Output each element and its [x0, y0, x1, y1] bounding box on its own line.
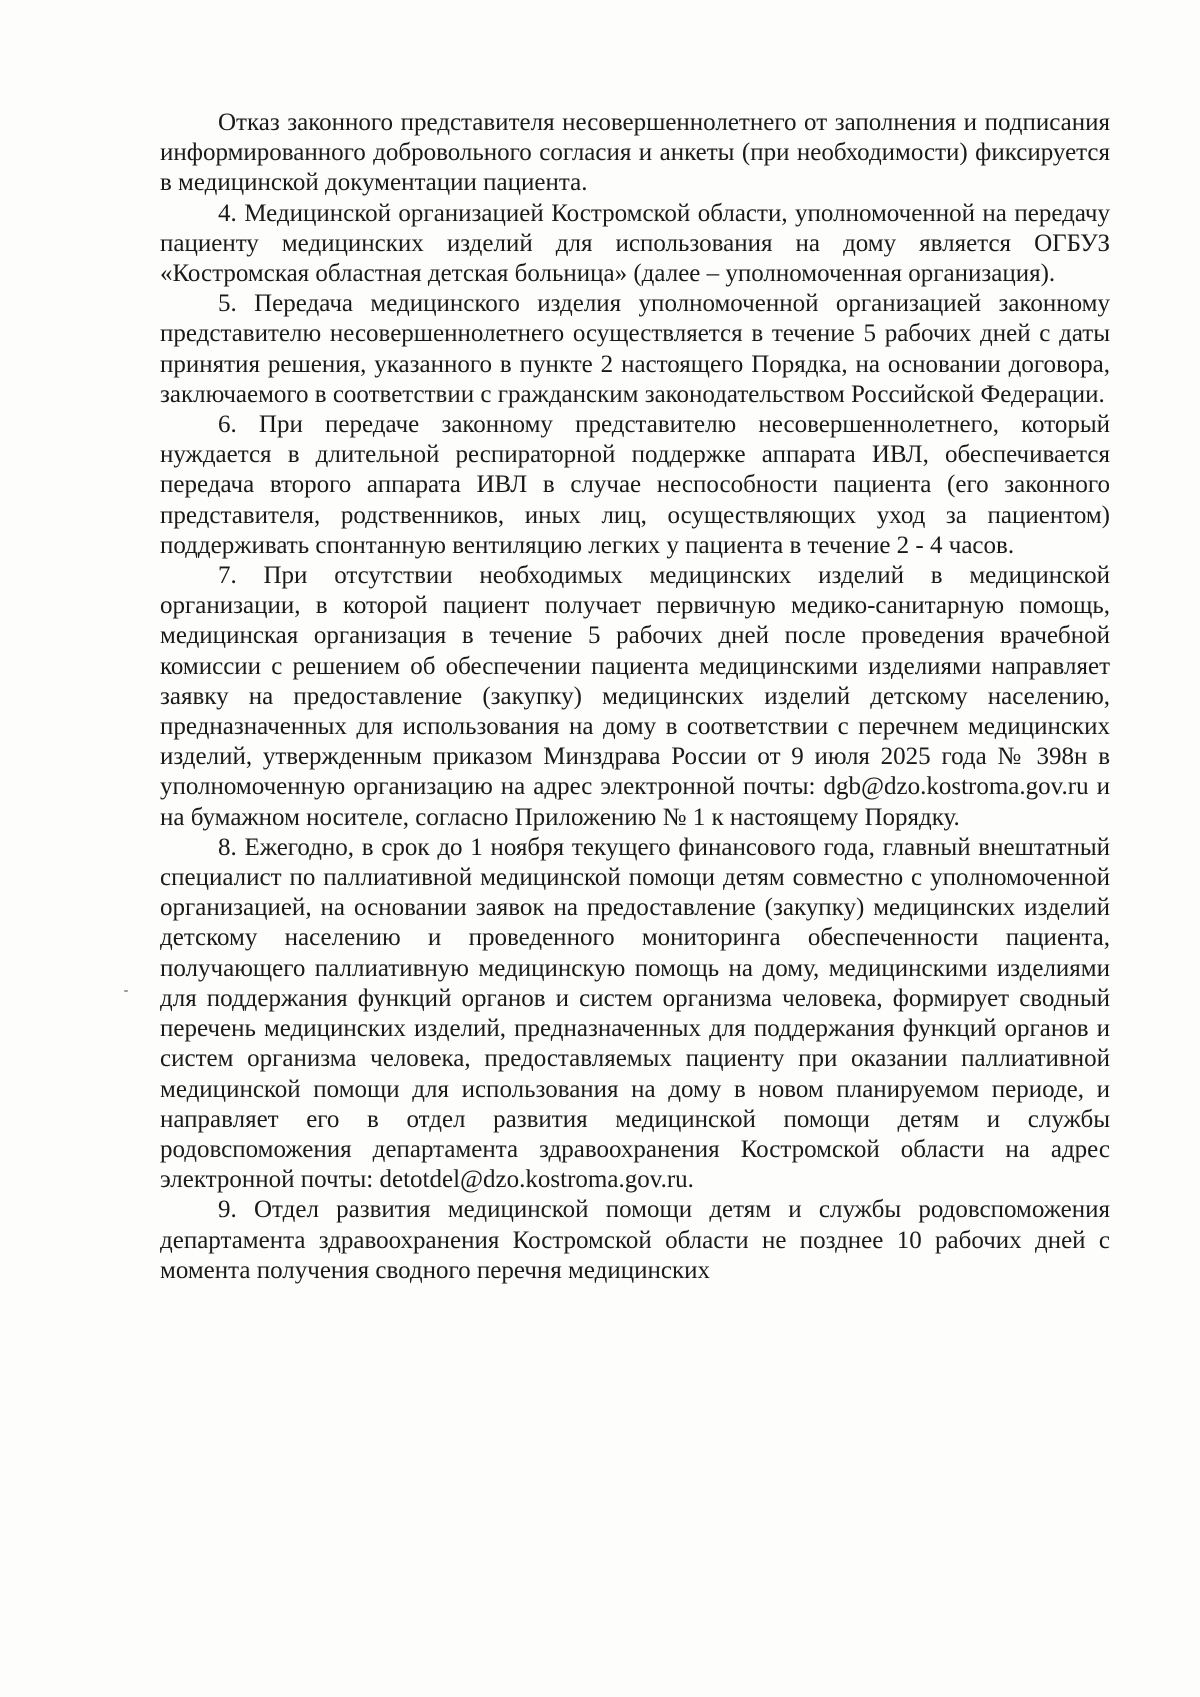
paragraph-item-6: 6. При передаче законному представителю несовершеннолетнего, который нуждается в длительной респираторной поддержке аппарата ИВЛ, обеспечивается передача второго аппарата ИВЛ в случае неспособности пациента (его законного представителя, родственников, иных лиц, осуществляющих уход за пациентом) поддерживать спонтанную вентиляцию легких у пациента в течение 2 - 4 часов.: [160, 411, 1110, 559]
scan-speck: [124, 990, 128, 992]
paragraph-item-4: 4. Медицинской организацией Костромской области, уполномоченной на передачу пациенту медицинских изделий для использования на дому является ОГБУЗ «Костромская областная детская больница» (далее – уполномоченная организация).: [160, 199, 1110, 288]
paragraph-refusal: Отказ законного представителя несовершеннолетнего от заполнения и подписания информированного добровольного согласия и анкеты (при необходимости) фиксируется в медицинской документации пациента.: [160, 109, 1110, 197]
paragraph-item-7: 7. При отсутствии необходимых медицинских изделий в медицинской организации, в которой пациент получает первичную медико-санитарную помощь, медицинская организация в течение 5 рабочих дней после проведения врачебной комиссии с решением об обеспечении пациента медицинскими изделиями направляет заявку на предоставление (закупку) медицинских изделий детскому населению, предназначенных для использования на дому в соответствии с перечнем медицинских изделий, утвержденным приказом Минздрава России от 9 июля 2025 года № 398н в уполномоченную организацию на адрес электронной почты: dgb@dzo.kostroma.gov.ru и на бумажном носителе, согласно Приложению № 1 к настоящему Порядку.: [160, 562, 1110, 831]
paragraph-item-9: 9. Отдел развития медицинской помощи детям и службы родовспоможения департамента здравоохранения Костромской области не позднее 10 рабочих дней с момента получения сводного перечня медицинских: [160, 1196, 1110, 1284]
paragraph-item-5: 5. Передача медицинского изделия уполномоченной организацией законному представителю несовершеннолетнего осуществляется в течение 5 рабочих дней с даты принятия решения, указанного в пункте 2 настоящего Порядка, на основании договора, заключаемого в соответствии с гражданским законодательством Российской Федерации.: [160, 290, 1110, 408]
paragraph-item-8: 8. Ежегодно, в срок до 1 ноября текущего финансового года, главный внештатный специалист по паллиативной медицинской помощи детям совместно с уполномоченной организацией, на основании заявок на предоставление (закупку) медицинских изделий детскому населению и проведенного мониторинга обеспеченности пациента, получающего паллиативную медицинскую помощь на дому, медицинскими изделиями для поддержания функций органов и систем организма человека, формирует сводный перечень медицинских изделий, предназначенных для поддержания функций органов и систем организма человека, предоставляемых пациенту при оказании паллиативной медицинской помощи для использования на дому в новом планируемом периоде, и направляет его в отдел развития медицинской помощи детям и службы родовспоможения департамента здравоохранения Костромской области на адрес электронной почты: detotdel@dzo.kostroma.gov.ru.: [160, 833, 1110, 1194]
